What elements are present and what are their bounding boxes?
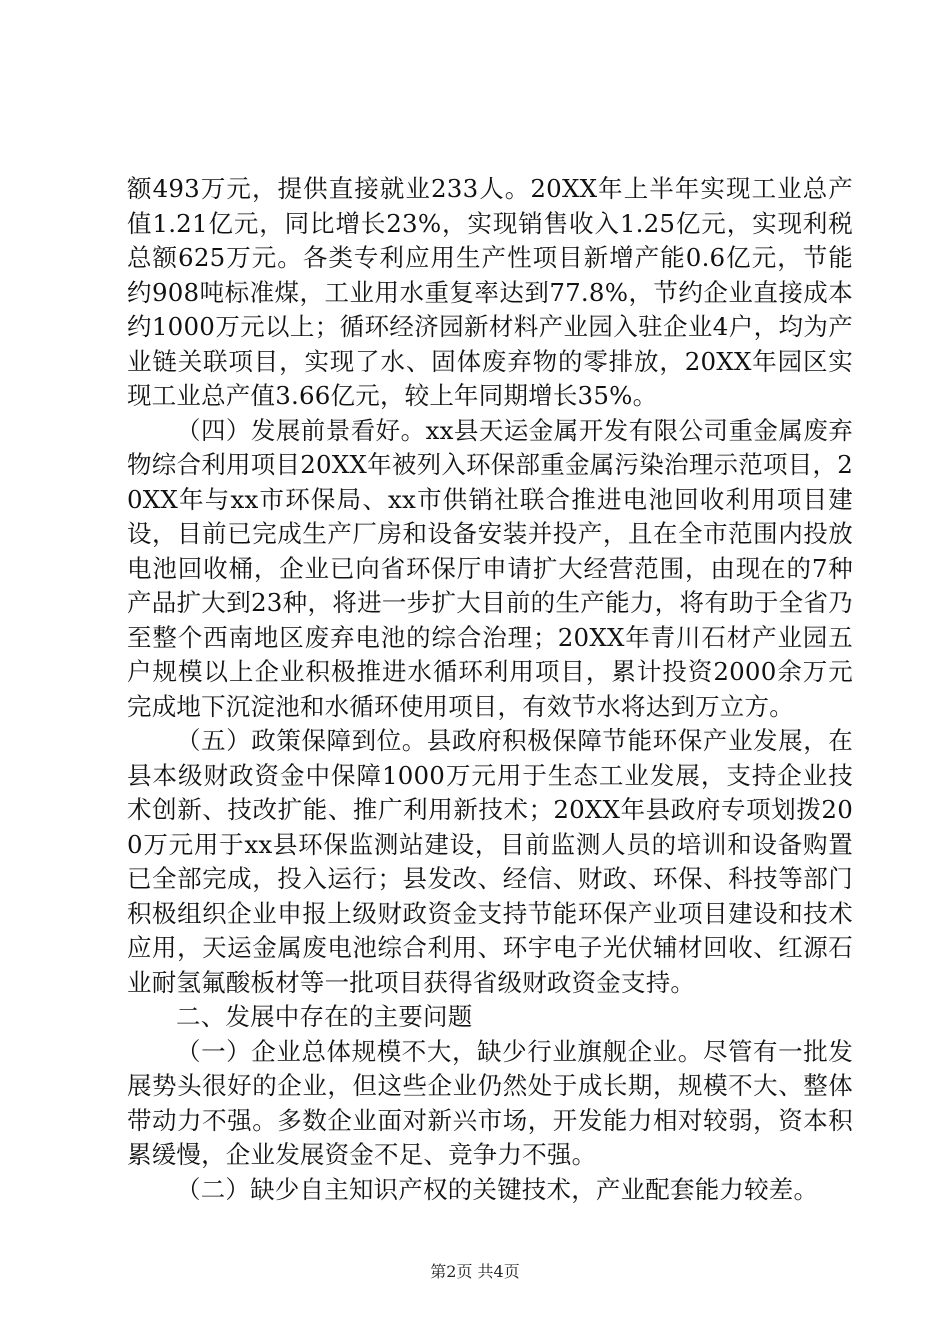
paragraph-section-5-policy: （五）政策保障到位。县政府积极保障节能环保产业发展，在县本级财政资金中保障1000万元用于生态工业发展，支持企业技术创新、技改扩能、推广利用新技术；20XX年县政府专项划拨200万元用于xx县环保监测站建设，目前监测人员的培训和设备购置已全部完成，投入运行；县发改、经信、财政、环保、科技等部门积极组织企业申报上级财政资金支持节能环保产业项目建设和技术应用，天运金属废电池综合利用、环宇电子光伏辅材回收、红源石业耐氢氟酸板材等一批项目获得省级财政资金支持。 bbox=[127, 726, 853, 997]
section-heading-main-problems: 二、发展中存在的主要问题 bbox=[176, 1002, 473, 1031]
page-footer-number: 第2页 共4页 bbox=[430, 1262, 520, 1281]
document-body bbox=[127, 172, 853, 1207]
paragraph-problem-1-scale: （一）企业总体规模不大，缺少行业旗舰企业。尽管有一批发展势头很好的企业，但这些企业仍然处于成长期，规模不大、整体带动力不强。多数企业面对新兴市场，开发能力相对较弱，资本积累缓慢，企业发展资金不足、竞争力不强。 bbox=[127, 1036, 853, 1169]
paragraph-section-4-outlook: （四）发展前景看好。xx县天运金属开发有限公司重金属废弃物综合利用项目20XX年被列入环保部重金属污染治理示范项目，20XX年与xx市环保局、xx市供销社联合推进电池回收利用项目建设，目前已完成生产厂房和设备安装并投产，且在全市范围内投放电池回收桶，企业已向省环保厅申请扩大经营范围，由现在的7种产品扩大到23种，将进一步扩大目前的生产能力，将有助于全省乃至整个西南地区废弃电池的综合治理；20XX年青川石材产业园五户规模以上企业积极推进水循环利用项目，累计投资2000余万元完成地下沉淀池和水循环使用项目，有效节水将达到万立方。 bbox=[127, 415, 853, 721]
paragraph-problem-2-technology: （二）缺少自主知识产权的关键技术，产业配套能力较差。 bbox=[176, 1174, 819, 1204]
paragraph-continued-statistics: 额493万元，提供直接就业233人。20XX年上半年实现工业总产值1.21亿元，同比增长23%，实现销售收入1.25亿元，实现利税总额625万元。各类专利应用生产性项目新增产能0.6亿元，节能约908吨标准煤，工业用水重复率达到77.8%，节约企业直接成本约1000万元以上；循环经济园新材料产业园入驻企业4户，均为产业链关联项目，实现了水、固体废弃物的零排放，20XX年园区实现工业总产值3.66亿元，较上年同期增长35%。 bbox=[127, 174, 853, 410]
